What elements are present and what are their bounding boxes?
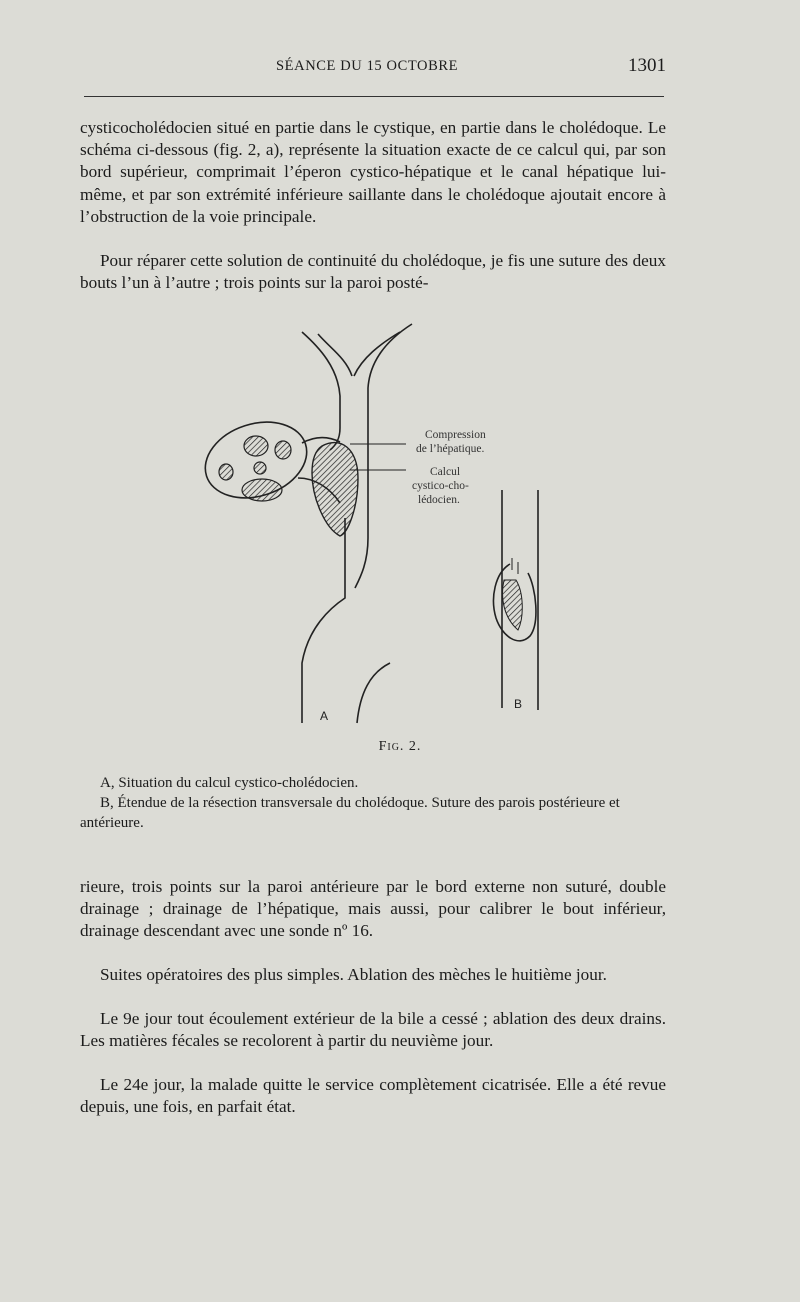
diagram-a — [195, 324, 412, 723]
paragraph-3: rieure, trois points sur la paroi antérieure par le bord externe non suturé, double drainage ; drainage de l’hépatique, mais aussi, pour calibrer le bout inférieur, drainage descendant avec une sonde nº 16. — [80, 877, 666, 941]
cystico-choledochal-calculus — [312, 443, 358, 536]
paragraph-1: cysticocholédocien situé en partie dans le cystique, en partie dans le cholédoque. Le schéma ci-dessous (fig. 2, a), représente la situation exacte de ce calcul qui, par son bord supérieur, comprimait l’éperon cystico-hépatique et le canal hépatique lui-même, et par son extrémité inférieure saillante dans le cholédoque ajoutait encore à l’obstruction de la voie principale. — [80, 118, 666, 226]
hepatic-duct-right-wall — [355, 324, 412, 588]
gallbladder-stones — [219, 436, 291, 501]
page-header — [80, 55, 666, 84]
label-calcul-3: lédocien. — [418, 494, 460, 506]
label-compression-1: Compression — [425, 429, 486, 441]
paragraph-4: Suites opératoires des plus simples. Ablation des mèches le huitième jour. — [100, 965, 607, 984]
caption-a: A, Situation du calcul cystico-cholédocien. — [100, 775, 359, 791]
resection-hatch — [503, 580, 523, 630]
stone-3 — [219, 464, 233, 480]
figure-title: Fig. 2. — [378, 739, 422, 754]
label-calcul-2: cystico-cho- — [412, 480, 469, 492]
letter-b: B — [514, 697, 523, 711]
stone-2 — [275, 441, 291, 459]
label-compression-2: de l’hépatique. — [416, 443, 485, 455]
page-number: 1301 — [628, 55, 666, 76]
stone-5 — [242, 479, 282, 501]
caption-b: B, Étendue de la résection transversale du cholédoque. Suture des parois postérieure et antérieure. — [80, 795, 620, 831]
paragraph-2: Pour réparer cette solution de continuité du cholédoque, je fis une suture des deux bouts l’un à l’autre ; trois points sur la paroi posté- — [80, 251, 666, 293]
label-calcul-1: Calcul — [430, 466, 461, 478]
cholecdochus-left-wall — [302, 518, 345, 723]
diagram-b — [494, 490, 538, 710]
stone-1 — [244, 436, 268, 456]
stone-4 — [254, 462, 266, 474]
cholecdochus-right-wall — [357, 663, 390, 723]
figure-bile-duct-diagram — [190, 318, 580, 730]
paragraph-5: Le 9e jour tout écoulement extérieur de la bile a cessé ; ablation des deux drains. Les matières fécales se recolorent à partir du neuvième jour. — [80, 1009, 666, 1051]
header-rule — [84, 96, 664, 97]
running-title: SÉANCE DU 15 OCTOBRE — [276, 58, 459, 74]
paragraph-6: Le 24e jour, la malade quitte le service complètement cicatrisée. Elle a été revue depuis, une fois, en parfait état. — [80, 1075, 666, 1117]
letter-a: A — [320, 709, 329, 723]
